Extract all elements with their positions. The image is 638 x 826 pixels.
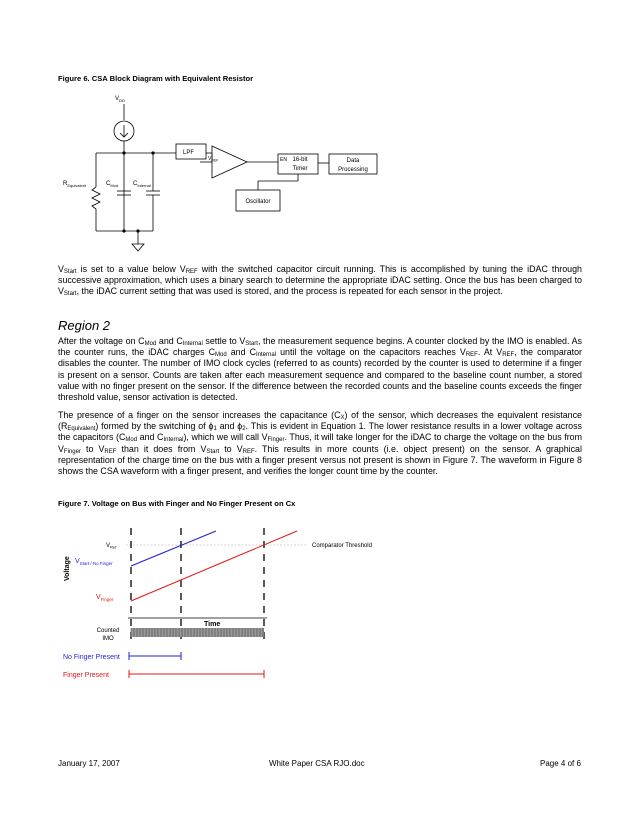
svg-text:VDD <box>115 96 125 103</box>
paragraph-measurement: After the voltage on $C_{Mod}$ and $C_{Internal}$ settle to $V_{Start}$, the measurement sequence begins. A counter clocked by the IMO is enabled. As the counter runs, the iDAC charges $C_{Mod}$ and $C_{Internal}$ until the voltage on the capacitors reaches $V_{REF}$. At $V_{REF}$, the comparator disables the counter. The number of IMO clock cycles (referred to as counts) recorded by the counter is used to determine if a finger is present on a sensor. Counts are taken after each measurement sequence and compared to the baseline count number, a stored value with no finger present on the sensor. If the difference between the recorded counts and the baseline counts exceeds the finger threshold value, sensor activation is detected. <box>58 336 583 403</box>
comparator-threshold-label: Comparator Threshold <box>312 543 372 549</box>
lpf-label: LPF <box>183 150 195 156</box>
vfinger-sub: Finger <box>100 597 114 602</box>
timer-label-line1: 16-bit <box>292 157 308 163</box>
svg-text:CMod <box>106 181 118 188</box>
paragraph-vstart: $V_{Start}$ is set to a value below $V_{REF}$ with the switched capacitor circuit running. This is accomplished by tuning the iDAC through successive approximation, which uses a binary search to determine the appropriate iDAC setting. Once the bus has been charged to $V_{Start}$, the iDAC current setting that was used is stored, and the process is repeated for each sensor in the project. <box>58 264 582 298</box>
paragraph-finger-presence: The presence of a finger on the sensor increases the capacitance $(C_X)$ of the sensor, which decreases the equivalent resistance $(R_{Equivalent})$ formed by the switching of $\phi_1$ and $\phi_2$. This is evident in Equation 1. The lower resistance results in a lower voltage across the capacitors ($C_{Mod}$ and $C_{Internal}$), which we will call $V_{Finger}$. Thus, it will take longer for the iDAC to charge the voltage on the bus from $V_{Finger}$ to $V_{REF}$ than it does from $V_{Start}$ to $V_{REF}$. This results in more counts (i.e. object present) on the sensor. A graphical representation of the charge time on the bus with a finger present versus not present is shown in Figure 7. The waveform in Figure 8 shows the CSA waveform with a finger present, and verifies the longer count time by the counter. <box>58 410 582 477</box>
oscillator-label: Oscillator <box>245 199 271 205</box>
timer-label-line2: Timer <box>292 166 308 172</box>
vstart-label: V <box>75 558 80 565</box>
svg-text:REquivalent <box>63 181 87 188</box>
r-equivalent-sub: Equivalent <box>67 183 87 188</box>
figure-6-caption: Figure 6. CSA Block Diagram with Equivalent Resistor <box>58 74 254 83</box>
figure-7-waveform <box>0 520 638 685</box>
vstart-sub: Start / No Finger <box>79 561 113 566</box>
footer-title: White Paper CSA RJO.doc <box>269 759 365 768</box>
cmod-label: C <box>106 181 111 187</box>
vref-sub: REF <box>211 158 219 163</box>
cmod-sub: Mod <box>110 183 119 188</box>
no-finger-present-label: No Finger Present <box>63 654 120 661</box>
cinternal-sub: Internal <box>137 183 151 188</box>
region-2-heading: Region 2 <box>58 318 111 333</box>
footer-page-number: Page 4 of 6 <box>540 759 581 768</box>
figure-6-block-diagram <box>0 85 638 255</box>
counted-imo-line2: IMO <box>102 636 114 642</box>
svg-text:VRef <box>106 543 117 550</box>
voltage-axis-label: Voltage <box>64 556 71 581</box>
timer-en-label: EN <box>280 157 287 163</box>
svg-text:VFinger <box>96 594 114 602</box>
svg-text:CInternal <box>133 181 151 188</box>
svg-text:VStart / No Finger <box>75 558 113 566</box>
figure-7-caption: Figure 7. Voltage on Bus with Finger and No Finger Present on Cx <box>58 499 296 508</box>
cinternal-label: C <box>133 181 138 187</box>
r-equivalent-label: R <box>63 181 68 187</box>
vref-axis-sub: Ref <box>110 544 117 550</box>
data-processing-line1: Data <box>346 158 360 164</box>
footer-date: January 17, 2007 <box>58 759 120 768</box>
vref-label: V <box>208 156 212 162</box>
time-axis-label: Time <box>204 621 221 628</box>
data-processing-line2: Processing <box>338 167 368 173</box>
finger-present-label: Finger Present <box>63 672 109 679</box>
vref-axis-label: V <box>106 543 111 549</box>
svg-text:VREF <box>208 156 218 163</box>
vdd-label: V <box>115 96 120 102</box>
vfinger-label: V <box>96 594 101 601</box>
counted-imo-line1: Counted <box>96 628 120 634</box>
vdd-sub: DD <box>119 98 125 103</box>
